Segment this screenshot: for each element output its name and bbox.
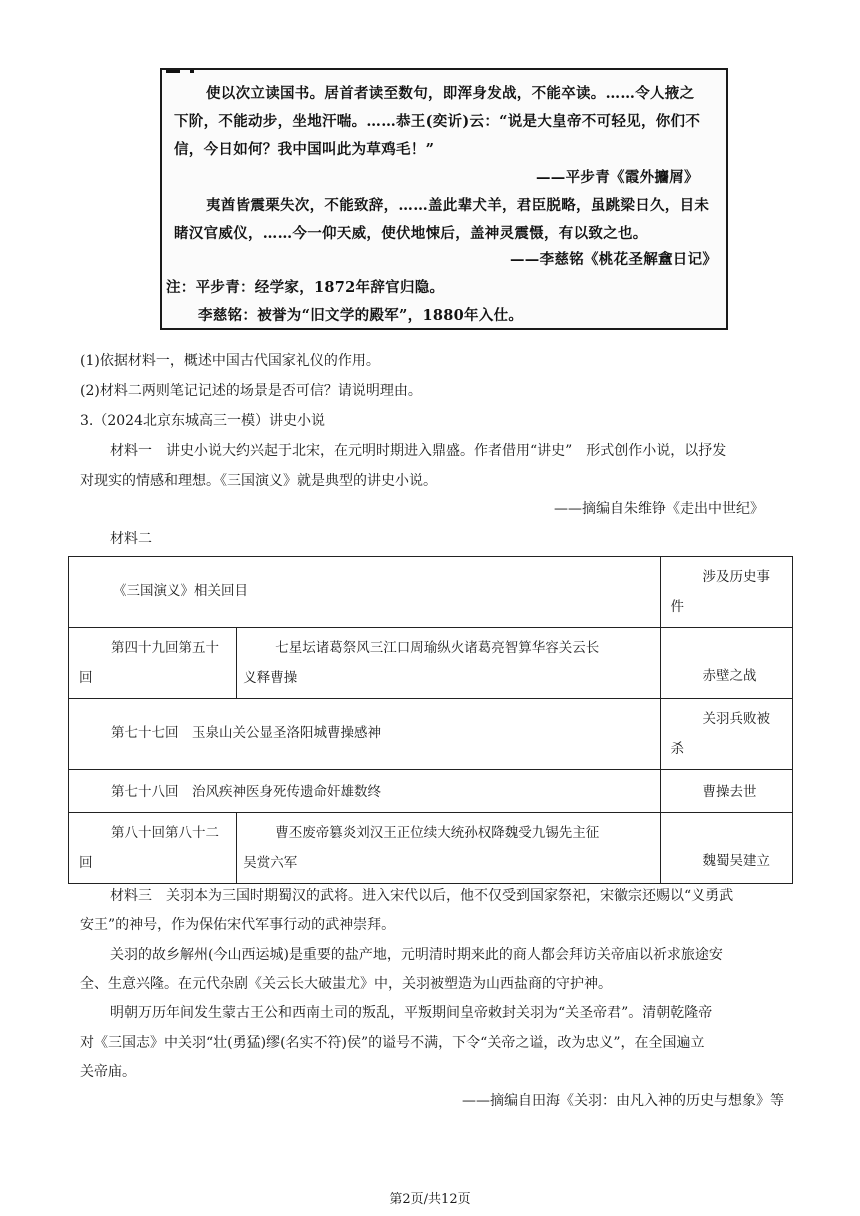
page-footer: 第2页/共12页 [389,1192,471,1207]
clipping-line: 睹汉官威仪，……今一仰天威，使伏地悚后，盖神灵震慑，有以致之也。 [174,225,648,242]
material-3-line: 全、生意兴隆。在元代杂剧《关云长大破蚩尤》中，关羽被塑造为山西盐商的守护神。 [80,976,612,992]
chapter-title: 吴赏六军 [243,855,298,871]
table-cell [660,699,792,770]
clipping-note: 注：平步青：经学家，1872年辞官归隐。 [166,279,445,296]
material-3-line: 关帝庙。 [80,1064,136,1080]
history-event: 魏蜀吴建立 [702,853,771,869]
table-row [69,770,793,813]
question-1: (1)依据材料一，概述中国古代国家礼仪的作用。 [80,353,380,369]
chapter-title: 第七十七回 玉泉山关公显圣洛阳城曹操感神 [111,725,381,741]
material-2-label: 材料二 [110,531,152,547]
history-event: 关羽兵败被 [702,711,771,727]
clipping-line: 使以次立读国书。居首者读至数句，即浑身发战，不能卒读。……令人掖之 [206,85,695,102]
chapter-number: 回 [79,855,93,871]
material-3-line: 关羽的故乡解州(今山西运城)是重要的盐产地，元明清时期来此的商人都会拜访关帝庙以祈求旅途安 [110,947,723,963]
history-event: 曹操去世 [702,784,757,800]
chapter-title: 七星坛诸葛祭风三江口周瑜纵火诸葛亮智算华容关云长 [275,640,600,656]
table-cell [69,628,237,699]
chapter-number: 回 [79,670,93,686]
chapters-table [68,556,793,884]
table-cell [660,628,792,699]
chapter-title: 义释曹操 [243,670,298,686]
material-3-line: 材料三 关羽本为三国时期蜀汉的武将。进入宋代以后，他不仅受到国家祭祀，宋徽宗还赐以“义勇武 [110,888,734,904]
material-3-line: 对《三国志》中关羽“壮(勇猛)缪(名实不符)侯”的谥号不满，下令“关帝之谥，改为忠义”，在全国遍立 [80,1035,705,1051]
question-3-title: 3.（2024北京东城高三一模）讲史小说 [80,413,325,429]
scan-mark [166,70,180,73]
chapter-number: 第四十九回第五十 [111,640,219,656]
table-row [69,813,793,884]
material-1-source: ——摘编自朱维铮《走出中世纪》 [554,501,764,517]
table-cell [69,770,661,813]
material-1-line: 对现实的情感和理想。《三国演义》就是典型的讲史小说。 [80,473,437,489]
scan-mark [190,70,194,73]
table-header-row [69,557,793,628]
header-right-line: 涉及历史事 [702,569,771,585]
chapter-title: 曹丕废帝篡炎刘汉王正位续大统孙权降魏受九锡先主征 [275,825,600,841]
history-event: 杀 [670,741,685,757]
chapter-number: 第八十回第八十二 [111,825,219,841]
table-header-cell [69,557,661,628]
table-cell [660,770,792,813]
clipping-line: 信，今日如何？我中国叫此为草鸡毛！” [174,141,435,158]
material-3-line: 安王”的神号，作为保佑宋代军事行动的武神崇拜。 [80,917,396,933]
question-2: (2)材料二两则笔记记述的场景是否可信？请说明理由。 [80,383,422,399]
table-cell [660,813,792,884]
clipping-source: ——平步青《霞外攟屑》 [536,169,699,186]
header-left: 《三国演义》相关回目 [113,583,248,599]
clipping-note: 李慈铭：被誉为“旧文学的殿军”，1880年入仕。 [198,307,524,324]
header-right-line: 件 [670,599,685,615]
table-row [69,628,793,699]
table-cell [237,628,660,699]
clipping-line: 下阶，不能动步，坐地汗喘。……恭王(奕䜣)云：“说是大皇帝不可轻见，你们不 [174,113,701,130]
material-1-line: 材料一 讲史小说大约兴起于北宋，在元明时期进入鼎盛。作者借用“讲史” 形式创作小说，以抒发 [110,443,727,459]
table-cell [237,813,660,884]
material-3-line: 明朝万历年间发生蒙古王公和西南土司的叛乱，平叛期间皇帝敕封关羽为“关圣帝君”。清朝乾隆帝 [110,1005,713,1021]
table-header-cell [660,557,792,628]
clipping-line: 夷酋皆震栗失次，不能致辞，……盖此辈犬羊，君臣脱略，虽跳梁日久，目未 [206,197,710,214]
scanned-clipping [160,68,728,330]
table-cell [69,699,661,770]
clipping-source: ——李慈铭《桃花圣解盦日记》 [510,251,718,268]
chapter-title: 第七十八回 治风疾神医身死传遗命奸雄数终 [111,784,381,800]
table-row [69,699,793,770]
history-event: 赤壁之战 [702,668,757,684]
material-3-source: ——摘编自田海《关羽：由凡入神的历史与想象》等 [462,1093,784,1109]
table-cell [69,813,237,884]
